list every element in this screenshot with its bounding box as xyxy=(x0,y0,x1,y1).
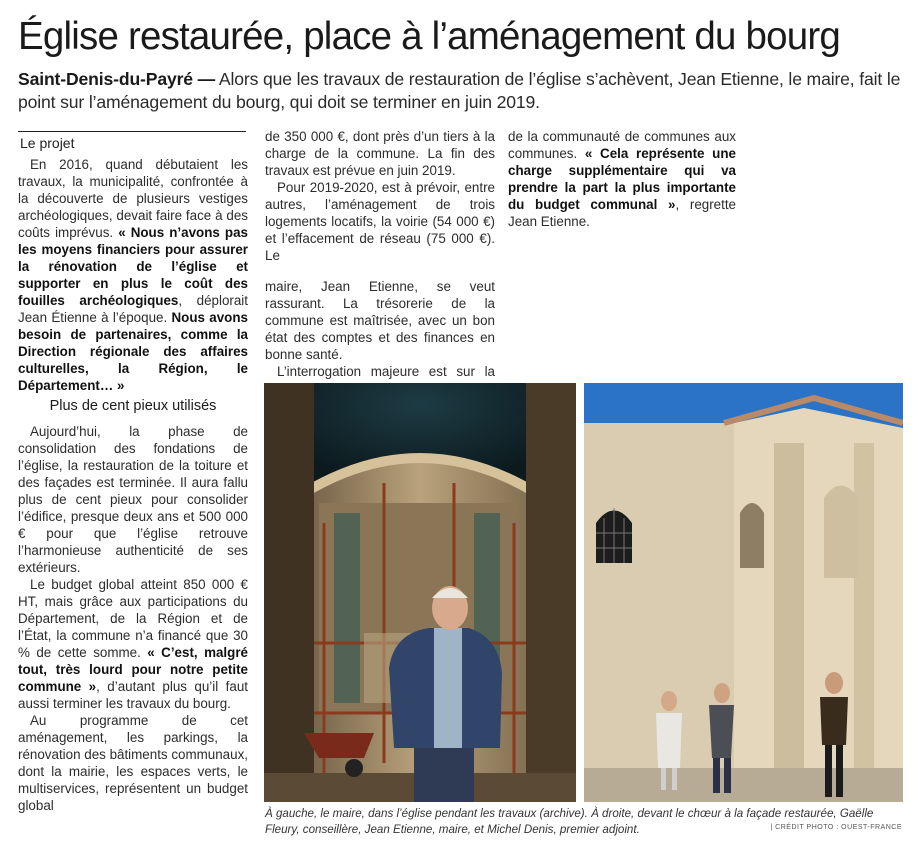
text: , regrette Jean Etienne. xyxy=(508,197,737,229)
photo-church-interior xyxy=(264,383,576,802)
lead-paragraph xyxy=(18,68,908,113)
paragraph: maire, Jean Etienne, se veut rassurant. La trésorerie de la commune est maîtrisée, avec un bon état des comptes et des finances en bonne santé. xyxy=(265,279,495,362)
text: de la communauté de communes aux communes. xyxy=(508,129,736,161)
section-label: Le projet xyxy=(20,135,75,151)
paragraph xyxy=(18,156,248,394)
quote: « Nous n’avons pas les moyens financiers pour assurer la rénovation de l’église et supporter en plus le coût des fouilles archéologiques xyxy=(18,225,248,308)
headline: Église restaurée, place à l’aménagement du bourg xyxy=(18,15,840,58)
text: Le budget global atteint 850 000 € HT, mais grâce aux participations du Département, de la Région et de l’État, la commune n’a financé que 30 % de cette somme. xyxy=(18,577,248,660)
lead-text: Alors que les travaux de restauration de l’église s’achèvent, Jean Etienne, le maire, fait le point sur l’aménagement du bourg, qui doit se terminer en juin 2019. xyxy=(18,69,901,112)
quote: Nous avons besoin de partenaires, comme la Direction régionale des affaires culturelles, la Région, le Département… » xyxy=(18,310,248,393)
paragraph: Au programme de cet aménagement, les parkings, la rénovation des bâtiments communaux, dont la mairie, les espaces verts, le multiservices, représentent un budget global xyxy=(18,713,248,813)
column-1-continued xyxy=(18,423,248,814)
quote: « Cela représente une charge supplémentaire qui va prendre la part la plus importante du budget communal » xyxy=(508,146,736,212)
paragraph: L’interrogation majeure est sur la xyxy=(277,364,495,379)
text: En 2016, quand débutaient les travaux, la municipalité, confrontée à la découverte de plusieurs vestiges archéologiques, devait faire face à des coûts imprévus. xyxy=(18,157,248,240)
paragraph: de 350 000 €, dont près d’un tiers à la charge de la commune. La fin des travaux est prévue en juin 2019. xyxy=(265,129,495,178)
quote: « C’est, malgré tout, très lourd pour notre petite commune » xyxy=(18,645,248,694)
subheading: Plus de cent pieux utilisés xyxy=(49,398,217,414)
text: , déplorait Jean Étienne à l’époque. xyxy=(18,293,248,325)
paragraph xyxy=(18,576,248,712)
photo-caption: À gauche, le maire, dans l’église pendant les travaux (archive). À droite, devant le chœur à la façade restaurée, Gaëlle Fleury, conseillère, Jean Etienne, maire, et Michel Denis, premier adjoint. xyxy=(265,807,874,836)
photo-credit: | CRÉDIT PHOTO : OUEST-FRANCE xyxy=(770,824,902,831)
text: , d’autant plus qu’il faut aussi terminer les travaux du bourg. xyxy=(18,679,248,711)
paragraph xyxy=(508,128,736,230)
paragraph: Aujourd’hui, la phase de consolidation des fondations de l’église, la restauration de la toiture et des façades est terminée. Il aura fallu plus de cent pieux pour consolider l’édifice, presque deux ans et 500 000 € pour que l’église retrouve l’harmonieuse authenticité de ses extérieurs. xyxy=(18,424,248,575)
photo-restored-facade xyxy=(584,383,903,802)
church-interior-illustration xyxy=(264,383,576,802)
section-rule xyxy=(18,131,246,132)
paragraph: Pour 2019-2020, est à prévoir, entre autres, l’aménagement de trois logements locatifs, la voirie (54 000 €) et l’effacement de réseau (75 000 €). Le xyxy=(265,180,495,263)
column-3 xyxy=(508,128,736,230)
column-2 xyxy=(265,128,495,397)
facade-illustration xyxy=(584,383,903,802)
column-1 xyxy=(18,156,248,394)
dateline: Saint-Denis-du-Payré — xyxy=(18,69,216,89)
